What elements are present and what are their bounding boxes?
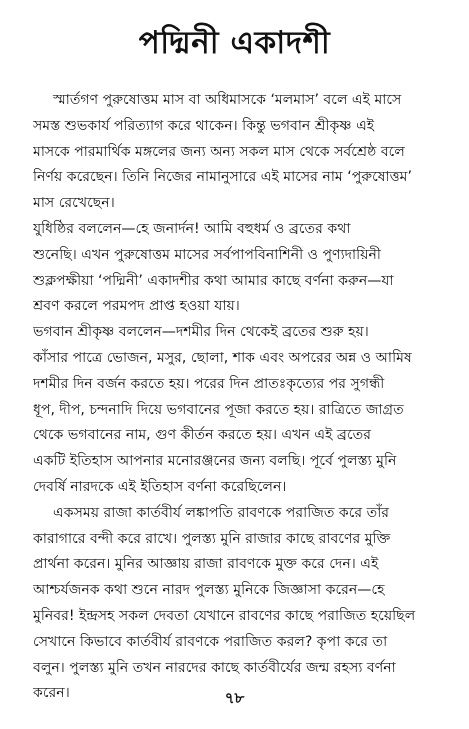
text-line: যুধিষ্ঠির বললেন—হে জনার্দন! আমি বহুধর্ম ও ব্রতের কথা — [33, 220, 351, 237]
text-line: বলুন। পুলস্ত্য মুনি তখন নারদের কাছে কার্তবীর্যের জন্ম রহস্য বর্ণনা — [33, 659, 396, 676]
text-line: প্রার্থনা করেন। মুনির আজ্ঞায় রাজা রাবণকে মুক্ত করে দেন। এই — [33, 556, 379, 573]
body-text — [33, 88, 443, 707]
text-line: শ্রবণ করলে পরমপদ প্রাপ্ত হওয়া যায়। — [33, 298, 240, 315]
text-line: আশ্চর্যজনক কথা শুনে নারদ পুলস্ত্য মুনিকে জিজ্ঞাসা করেন—হে — [33, 582, 385, 599]
page-number: ৭৮ — [224, 689, 245, 707]
text-line: কারাগারে বন্দী করে রাখে। পুলস্ত্য মুনি রাজার কাছে রাবণের মুক্তি — [33, 530, 391, 547]
text-line: সমস্ত শুভকার্য পরিত্যাগ করে থাকেন। কিন্তু ভগবান শ্রীকৃষ্ণ এই — [33, 117, 375, 134]
paragraph-4 — [33, 501, 443, 707]
text-line: মাসকে পারমার্থিক মঙ্গলের জন্য অন্য সকল মাস থেকে সর্বশ্রেষ্ঠ বলে — [33, 143, 405, 160]
text-line: শুক্লপক্ষীয়া ‘পদ্মিনী’ একাদশীর কথা আমার কাছে বর্ণনা করুন—যা — [33, 272, 394, 289]
text-line: একটি ইতিহাস আপনার মনোরঞ্জনের জন্য বলছি। পূর্বে পুলস্ত্য মুনি — [33, 453, 397, 470]
text-line: দেবর্ষি নারদকে এই ইতিহাস বর্ণনা করেছিলেন। — [33, 478, 287, 495]
page-title: পদ্মিনী একাদশী — [138, 25, 331, 61]
text-line: ধূপ, দীপ, চন্দনাদি দিয়ে ভগবানের পূজা করতে হয়। রাত্রিতে জাগ্রত — [33, 401, 404, 418]
text-line: একসময় রাজা কার্তবীর্য লঙ্কাপতি রাবণকে পরাজিত করে তাঁর — [53, 504, 390, 521]
paragraph-2 — [33, 217, 443, 320]
text-line: স্মার্তগণ পুরুষোত্তম মাস বা অধিমাসকে ‘মলমাস’ বলে এই মাসে — [53, 92, 402, 108]
text-line: ভগবান শ্রীকৃষ্ণ বললেন—দশমীর দিন থেকেই ব্রতের শুরু হয়। — [33, 324, 369, 341]
paragraph-1 — [33, 88, 443, 217]
text-line: করেন। — [33, 685, 70, 702]
text-line: দশমীর দিন বর্জন করতে হয়। পরের দিন প্রাতঃকৃত্যের পর সুগন্ধী — [33, 375, 385, 392]
text-line: কাঁসার পাত্রে ভোজন, মসুর, ছোলা, শাক এবং অপরের অন্ন ও আমিষ — [33, 349, 412, 366]
text-line: মাস রেখেছেন। — [33, 195, 115, 212]
text-line: থেকে ভগবানের নাম, গুণ কীর্তন করতে হয়। এখন এই ব্রতের — [33, 427, 371, 444]
text-line: শুনেছি। এখন পুরুষোত্তম মাসের সর্বপাপবিনাশিনী ও পুণ্যদায়িনী — [33, 246, 381, 263]
text-line: মুনিবর! ইন্দ্রসহ সকল দেবতা যেখানে রাবণের কাছে পরাজিত হয়েছিল — [33, 607, 416, 624]
paragraph-3 — [33, 320, 443, 501]
text-line: সেখানে কিভাবে কার্তবীর্য রাবণকে পরাজিত করল? কৃপা করে তা — [33, 633, 388, 650]
text-line: নির্ণয় করেছেন। তিনি নিজের নামানুসারে এই মাসের নাম ‘পুরুষোত্তম’ — [33, 169, 412, 186]
